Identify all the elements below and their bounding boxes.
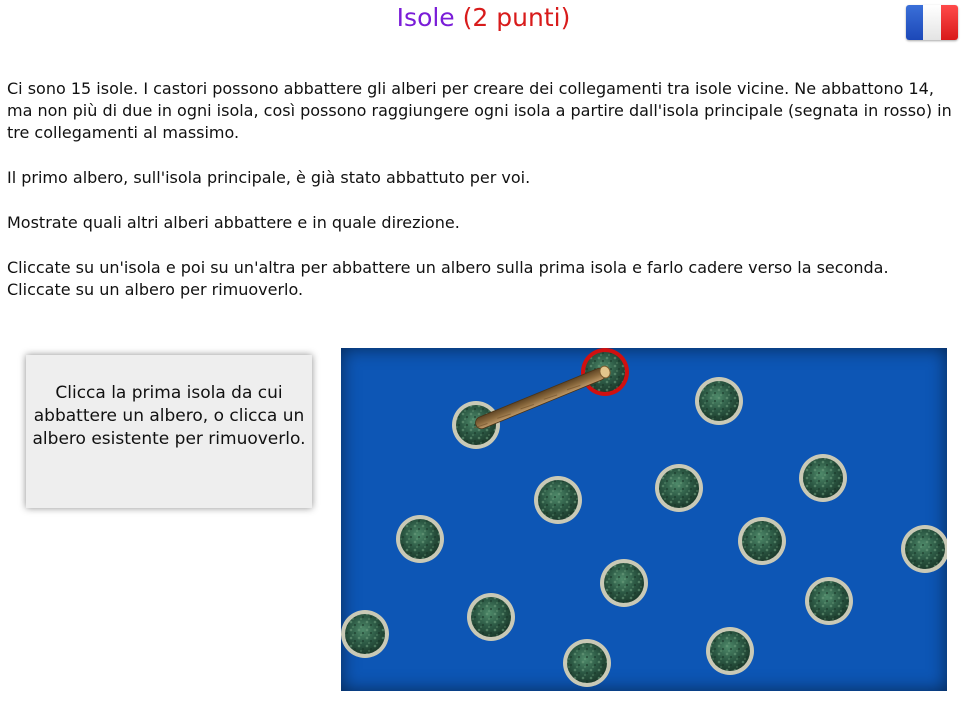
- island[interactable]: [738, 517, 786, 565]
- island-foliage-texture: [604, 563, 644, 603]
- intro-paragraph-3: Mostrate quali altri alberi abbattere e in quale direzione.: [7, 213, 460, 232]
- island-foliage-texture: [710, 631, 750, 671]
- island-foliage-texture: [345, 614, 385, 654]
- instruction-text: Clicca la prima isola da cui abbattere un albero, o clicca un albero esistente per rimuoverlo.: [32, 383, 306, 449]
- task-description: [7, 78, 957, 324]
- island[interactable]: [396, 515, 444, 563]
- island[interactable]: [563, 639, 611, 687]
- island[interactable]: [695, 377, 743, 425]
- island-foliage-texture: [400, 519, 440, 559]
- flag-stripe-red: [941, 5, 958, 40]
- island-foliage-texture: [538, 480, 578, 520]
- island[interactable]: [341, 610, 389, 658]
- instruction-panel: [26, 355, 312, 508]
- island[interactable]: [534, 476, 582, 524]
- island[interactable]: [805, 577, 853, 625]
- island[interactable]: [901, 525, 947, 573]
- intro-paragraph-1: Ci sono 15 isole. I castori possono abbattere gli alberi per creare dei collegamenti tra isole vicine. Ne abbattono 14, ma non più di due in ogni isola, così possono raggiungere ogni isola a partire dall'isola principale (segnata in rosso) in tre collegamenti al massimo.: [7, 79, 952, 142]
- island[interactable]: [706, 627, 754, 675]
- island[interactable]: [600, 559, 648, 607]
- island-foliage-texture: [471, 597, 511, 637]
- island-foliage-texture: [567, 643, 607, 683]
- fallen-tree[interactable]: [471, 365, 612, 432]
- game-board[interactable]: [341, 348, 947, 691]
- board-canvas[interactable]: [341, 348, 947, 691]
- island-foliage-texture: [803, 458, 843, 498]
- tree-trunk: [474, 366, 608, 430]
- island-foliage-texture: [905, 529, 945, 569]
- title-points: (2 punti): [462, 3, 571, 32]
- island-foliage-texture: [699, 381, 739, 421]
- intro-paragraph-4: Cliccate su un'isola e poi su un'altra per abbattere un albero sulla prima isola e farlo cadere verso la seconda. Cliccate su un albero per rimuoverlo.: [7, 258, 889, 299]
- intro-paragraph-2: Il primo albero, sull'isola principale, è già stato abbattuto per voi.: [7, 168, 531, 187]
- island[interactable]: [655, 464, 703, 512]
- flag-stripe-blue: [906, 5, 923, 40]
- page-title: [0, 0, 967, 36]
- island-foliage-texture: [809, 581, 849, 621]
- french-flag-icon[interactable]: [906, 5, 958, 40]
- flag-stripe-white: [923, 5, 940, 40]
- title-word: Isole: [396, 3, 455, 32]
- island-foliage-texture: [659, 468, 699, 508]
- island[interactable]: [467, 593, 515, 641]
- island[interactable]: [799, 454, 847, 502]
- island-foliage-texture: [742, 521, 782, 561]
